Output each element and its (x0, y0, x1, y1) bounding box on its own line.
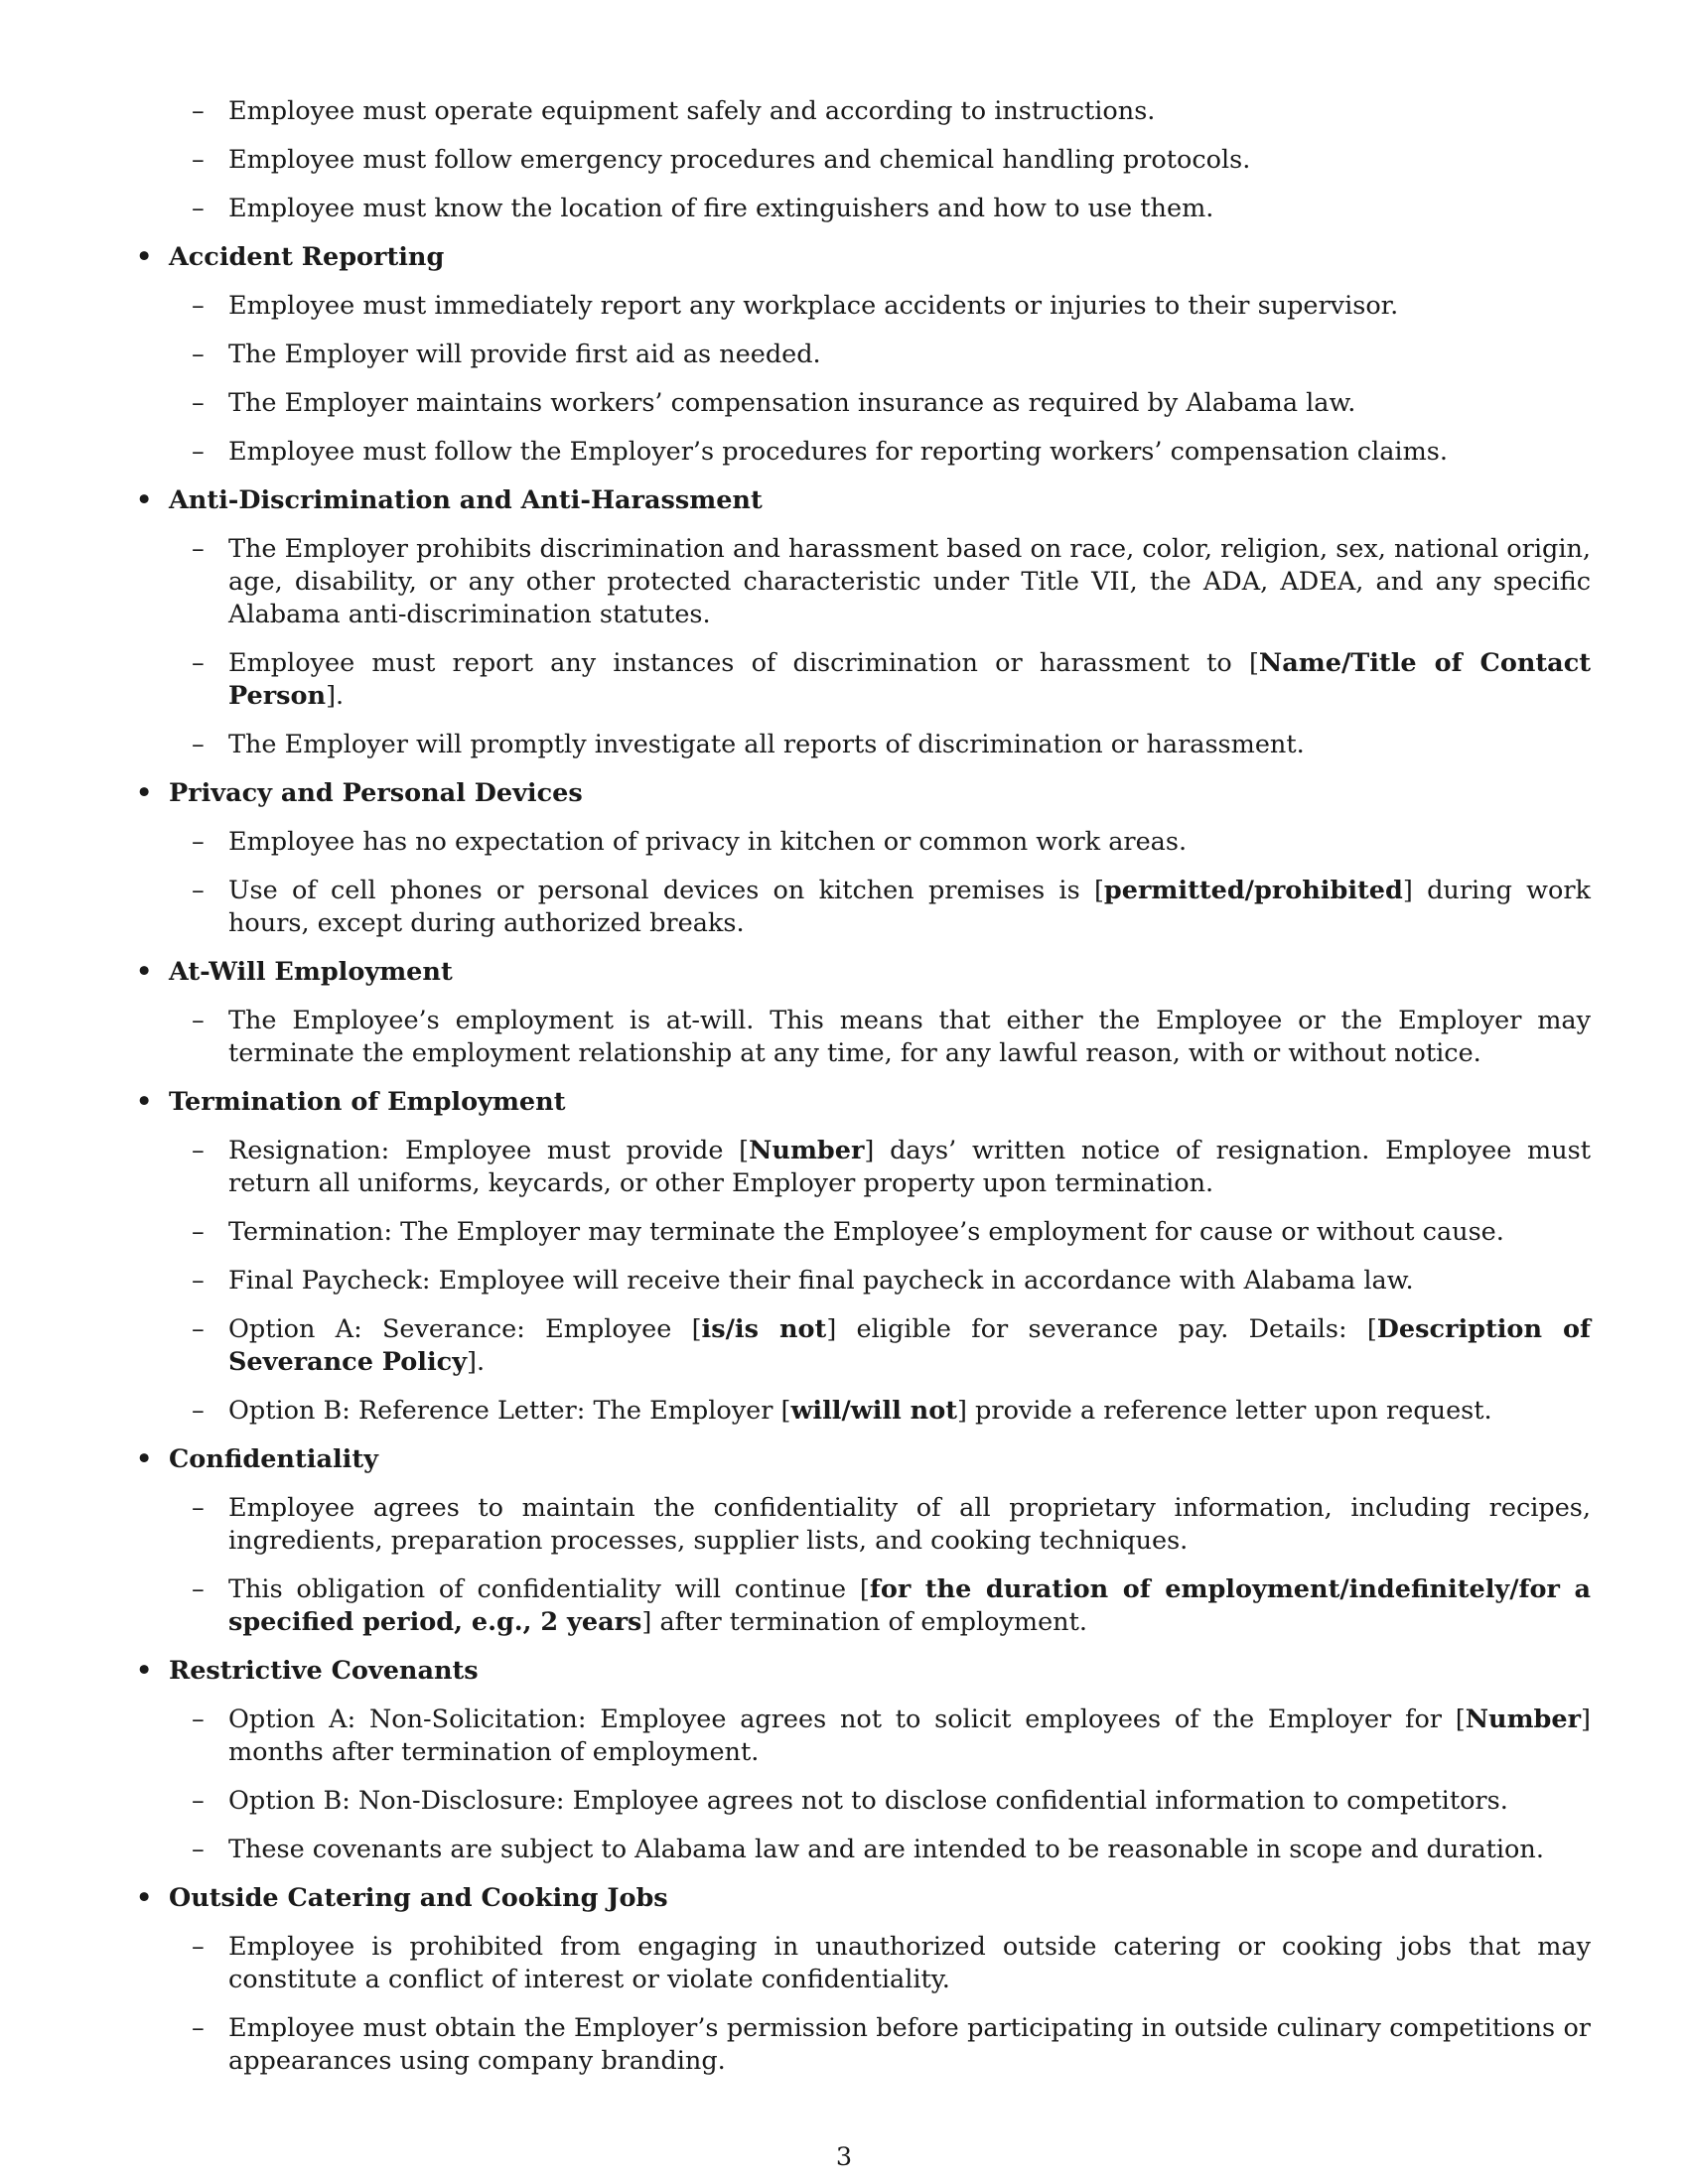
dash-marker: – (192, 388, 205, 418)
list-item (169, 1785, 1591, 1818)
item-text: Employee must immediately report any workplace accidents or injuries to their supervisor. (228, 291, 1399, 321)
section-title: Restrictive Covenants (169, 1656, 479, 1686)
section-item (136, 1882, 1591, 2078)
item-text: Use of cell phones or personal devices on kitchen premises is [ (228, 876, 1104, 905)
intro-sublist (136, 95, 1591, 225)
item-text: ] months after termination of employment. (228, 1705, 1591, 1767)
placeholder-field: Number (749, 1136, 865, 1165)
list-item (169, 647, 1591, 713)
item-text: Option B: Reference Letter: The Employer [ (228, 1396, 791, 1426)
bullet-marker: • (136, 778, 153, 808)
dash-marker: – (192, 145, 205, 175)
section-sublist (169, 1492, 1591, 1639)
section-item (136, 1443, 1591, 1639)
placeholder-field: Description of Severance Policy (228, 1314, 1592, 1377)
section-item (136, 956, 1591, 1070)
item-text: Employee has no expectation of privacy in kitchen or common work areas. (228, 827, 1188, 857)
section-sublist (169, 1005, 1591, 1070)
list-item (169, 193, 1591, 225)
section-sublist (169, 1931, 1591, 2078)
item-text: Resignation: Employee must provide [ (228, 1136, 750, 1165)
bullet-marker: • (136, 1444, 153, 1474)
dash-marker: – (192, 1006, 205, 1035)
list-item (169, 1834, 1591, 1866)
section-item (136, 484, 1591, 761)
list-item (169, 387, 1591, 420)
item-text: The Employer prohibits discrimination and harassment based on race, color, religion, sex, national origin, age, disability, or any other protected characteristic under Title VII, the ADA, ADEA, and any specific Alabama anti-discrimination statutes. (228, 534, 1591, 629)
dash-marker: – (192, 1705, 205, 1734)
item-text: Option A: Non-Solicitation: Employee agrees not to solicit employees of the Employer for [ (228, 1705, 1466, 1734)
section-sublist (169, 1135, 1591, 1428)
placeholder-field: is/is not (701, 1314, 827, 1344)
item-text: ] provide a reference letter upon request. (957, 1396, 1492, 1426)
list-item (169, 1313, 1591, 1379)
dash-marker: – (192, 340, 205, 369)
dash-marker: – (192, 876, 205, 905)
dash-marker: – (192, 1396, 205, 1426)
section-sublist (169, 533, 1591, 761)
item-text: Termination: The Employer may terminate the Employee’s employment for cause or without cause. (228, 1217, 1504, 1247)
list-item (169, 144, 1591, 177)
section-item (136, 1655, 1591, 1866)
dash-marker: – (192, 827, 205, 857)
placeholder-field: permitted/prohibited (1103, 876, 1403, 905)
dash-marker: – (192, 1266, 205, 1296)
item-text: Employee must know the location of fire extinguishers and how to use them. (228, 194, 1214, 223)
dash-marker: – (192, 1932, 205, 1962)
item-text: ]. (326, 681, 345, 711)
list-item (169, 436, 1591, 469)
item-text: The Employer maintains workers’ compensation insurance as required by Alabama law. (228, 388, 1356, 418)
dash-marker: – (192, 1136, 205, 1165)
section-item (136, 241, 1591, 469)
list-item (169, 95, 1591, 128)
section-title: Privacy and Personal Devices (169, 778, 583, 808)
section-sublist (169, 826, 1591, 940)
item-text: These covenants are subject to Alabama law and are intended to be reasonable in scope and duration. (228, 1835, 1544, 1864)
list-item (169, 1573, 1591, 1639)
section-title: Confidentiality (169, 1444, 378, 1474)
dash-marker: – (192, 1217, 205, 1247)
page-number: 3 (835, 2142, 853, 2172)
list-item (169, 1005, 1591, 1070)
list-item (169, 1704, 1591, 1769)
document-page (136, 95, 1591, 2094)
dash-marker: – (192, 1835, 205, 1864)
placeholder-field: for the duration of employment/indefinitely/for a specified period, e.g., 2 years (228, 1574, 1591, 1637)
list-item (169, 533, 1591, 631)
list-item (169, 1135, 1591, 1200)
item-text: Employee agrees to maintain the confidentiality of all proprietary information, including recipes, ingredients, preparation processes, supplier lists, and cooking techniques. (228, 1493, 1591, 1556)
dash-marker: – (192, 96, 205, 126)
list-item (169, 2012, 1591, 2078)
placeholder-field: Number (1465, 1705, 1582, 1734)
dash-marker: – (192, 534, 205, 564)
section-sublist (169, 290, 1591, 469)
dash-marker: – (192, 291, 205, 321)
bullet-marker: • (136, 1656, 153, 1686)
item-text: ] after termination of employment. (641, 1607, 1087, 1637)
dash-marker: – (192, 1314, 205, 1344)
item-text: This obligation of confidentiality will continue [ (228, 1574, 870, 1604)
section-title: Accident Reporting (169, 242, 445, 272)
list-item (169, 290, 1591, 323)
list-item (169, 729, 1591, 761)
dash-marker: – (192, 2013, 205, 2043)
item-text: Employee must follow the Employer’s procedures for reporting workers’ compensation claims. (228, 437, 1448, 467)
item-text: Employee must operate equipment safely and according to instructions. (228, 96, 1156, 126)
placeholder-field: Name/Title of Contact Person (228, 648, 1591, 711)
placeholder-field: will/will not (790, 1396, 957, 1426)
section-title: Termination of Employment (169, 1087, 566, 1117)
item-text: Final Paycheck: Employee will receive their final paycheck in accordance with Alabama law. (228, 1266, 1414, 1296)
item-text: The Employer will promptly investigate all reports of discrimination or harassment. (228, 730, 1305, 759)
bullet-marker: • (136, 1883, 153, 1913)
dash-marker: – (192, 194, 205, 223)
dash-marker: – (192, 648, 205, 678)
section-title: Outside Catering and Cooking Jobs (169, 1883, 668, 1913)
section-list (136, 241, 1591, 2078)
bullet-marker: • (136, 1087, 153, 1117)
item-text: The Employer will provide first aid as needed. (228, 340, 821, 369)
dash-marker: – (192, 730, 205, 759)
dash-marker: – (192, 1786, 205, 1816)
list-item (169, 1931, 1591, 1996)
list-item (169, 875, 1591, 940)
item-text: The Employee’s employment is at-will. This means that either the Employee or the Employer may terminate the employment relationship at any time, for any lawful reason, with or without notice. (228, 1006, 1591, 1068)
section-item (136, 1086, 1591, 1428)
section-sublist (169, 1704, 1591, 1866)
item-text: Employee must report any instances of discrimination or harassment to [ (228, 648, 1259, 678)
bullet-marker: • (136, 242, 153, 272)
list-item (169, 1265, 1591, 1297)
list-item (169, 1395, 1591, 1428)
item-text: Employee must follow emergency procedures and chemical handling protocols. (228, 145, 1251, 175)
list-item (169, 1492, 1591, 1558)
dash-marker: – (192, 1493, 205, 1523)
bullet-marker: • (136, 485, 153, 515)
item-text: ] days’ written notice of resignation. Employee must return all uniforms, keycards, or other Employer property upon termination. (228, 1136, 1591, 1198)
bullet-marker: • (136, 957, 153, 987)
dash-marker: – (192, 1574, 205, 1604)
section-title: Anti-Discrimination and Anti-Harassment (169, 485, 763, 515)
item-text: ] during work hours, except during authorized breaks. (228, 876, 1591, 938)
item-text: Employee must obtain the Employer’s permission before participating in outside culinary competitions or appearances using company branding. (228, 2013, 1591, 2076)
list-item (169, 1216, 1591, 1249)
item-text: ] eligible for severance pay. Details: [ (826, 1314, 1377, 1344)
dash-marker: – (192, 437, 205, 467)
section-title: At-Will Employment (169, 957, 453, 987)
item-text: Option B: Non-Disclosure: Employee agrees not to disclose confidential information to competitors. (228, 1786, 1508, 1816)
list-item (169, 826, 1591, 859)
item-text: Option A: Severance: Employee [ (228, 1314, 702, 1344)
section-item (136, 777, 1591, 940)
list-item (169, 339, 1591, 371)
item-text: Employee is prohibited from engaging in unauthorized outside catering or cooking jobs that may constitute a conflict of interest or violate confidentiality. (228, 1932, 1591, 1994)
item-text: ]. (467, 1347, 486, 1377)
